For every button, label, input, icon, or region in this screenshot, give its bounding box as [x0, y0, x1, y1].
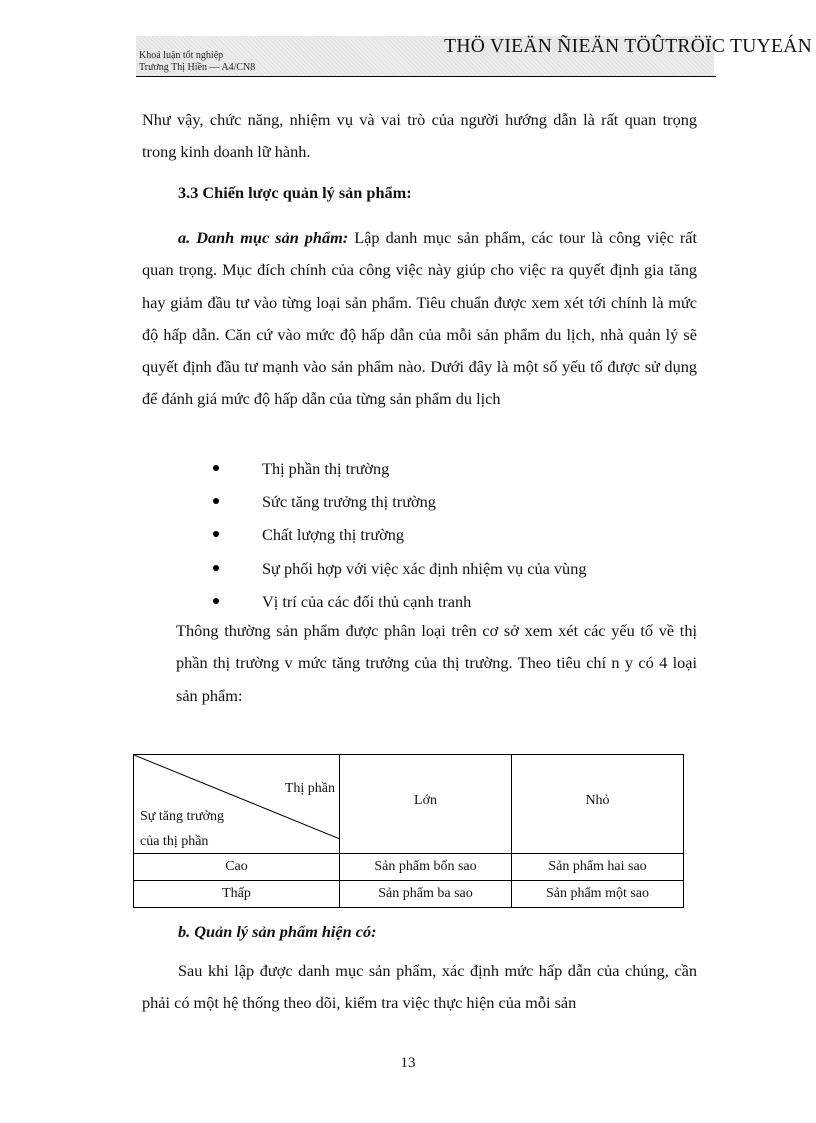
table-row: [134, 854, 684, 881]
section-a-text: Lập danh mục sản phẩm, các tour là công việc rất quan trọng. Mục đích chính của công việc này giúp cho việc ra quyết định gia tăng hay giảm đầu tư vào từng loại sản phẩm. Tiêu chuẩn được xem xét tới chính là mức độ hấp dẫn. Căn cứ vào mức độ hấp dẫn của mỗi sản phẩm du lịch, nhà quản lý sẽ quyết định đầu tư mạnh vào sản phẩm nào. Dưới đây là một số yếu tố được sử dụng để đánh giá mức độ hấp dẫn của từng sản phẩm du lịch: [142, 228, 697, 409]
table-cell: Sản phẩm ba sao: [340, 881, 512, 908]
product-matrix-table: [133, 754, 684, 908]
table-row: [134, 881, 684, 908]
table-header-row: [134, 755, 684, 854]
section-a-paragraph: [142, 222, 697, 416]
closing-paragraph: Sau khi lập được danh mục sản phẩm, xác định mức hấp dẫn của chúng, cần phải có một hệ thống theo dõi, kiểm tra việc thực hiện của mỗi sản: [142, 961, 697, 1013]
list-item: Sự phối hợp với việc xác định nhiệm vụ của vùng: [204, 552, 586, 585]
header-library-banner: THÖ VIEÄN ÑIEÄN TÖÛTRÖÏC TUYEÁN: [444, 36, 812, 57]
header-author-label: Trương Thị Hiền — A4/CN8: [139, 62, 256, 73]
diagonal-header-cell: [134, 755, 340, 854]
row-label-low: Thấp: [134, 881, 340, 908]
table-cell: Sản phẩm hai sao: [512, 854, 684, 881]
market-share-label: Thị phần: [284, 781, 335, 796]
column-header-small: Nhỏ: [512, 755, 684, 854]
section-a-title: a. Danh mục sản phẩm:: [178, 228, 349, 247]
header-thesis-label: Khoá luận tốt nghiệp: [139, 50, 224, 61]
list-item: Thị phần thị trường: [204, 452, 586, 485]
bullet-icon: [213, 531, 219, 537]
list-item: Chất lượng thị trường: [204, 518, 586, 551]
list-item: Sức tăng trưởng thị trường: [204, 485, 586, 518]
list-item: Vị trí của các đối thủ cạnh tranh: [204, 585, 586, 618]
factor-list: [204, 452, 586, 618]
bullet-icon: [213, 598, 219, 604]
section-heading: 3.3 Chiến lược quản lý sản phẩm:: [178, 183, 412, 202]
classification-paragraph: Thông thường sản phẩm được phân loại trên cơ sở xem xét các yếu tố về thị phần thị trường v mức tăng trưởng của thị trường. Theo tiêu chí n y có 4 loại sản phẩm:: [176, 621, 697, 705]
intro-paragraph: Như vậy, chức năng, nhiệm vụ và vai trò của người hướng dẫn là rất quan trọng trong kinh doanh lữ hành.: [142, 110, 697, 162]
bullet-icon: [213, 565, 219, 571]
table-cell: Sản phẩm bốn sao: [340, 854, 512, 881]
growth-label-line1: Sự tăng trưởng: [140, 809, 225, 824]
growth-label-line2: của thị phần: [140, 834, 209, 849]
header-rule: [136, 76, 716, 77]
section-b-heading: b. Quản lý sản phẩm hiện có:: [178, 922, 377, 941]
bullet-icon: [213, 465, 219, 471]
row-label-high: Cao: [134, 854, 340, 881]
column-header-large: Lớn: [340, 755, 512, 854]
page-number: 13: [400, 1055, 416, 1071]
table-cell: Sản phẩm một sao: [512, 881, 684, 908]
bullet-icon: [213, 498, 219, 504]
